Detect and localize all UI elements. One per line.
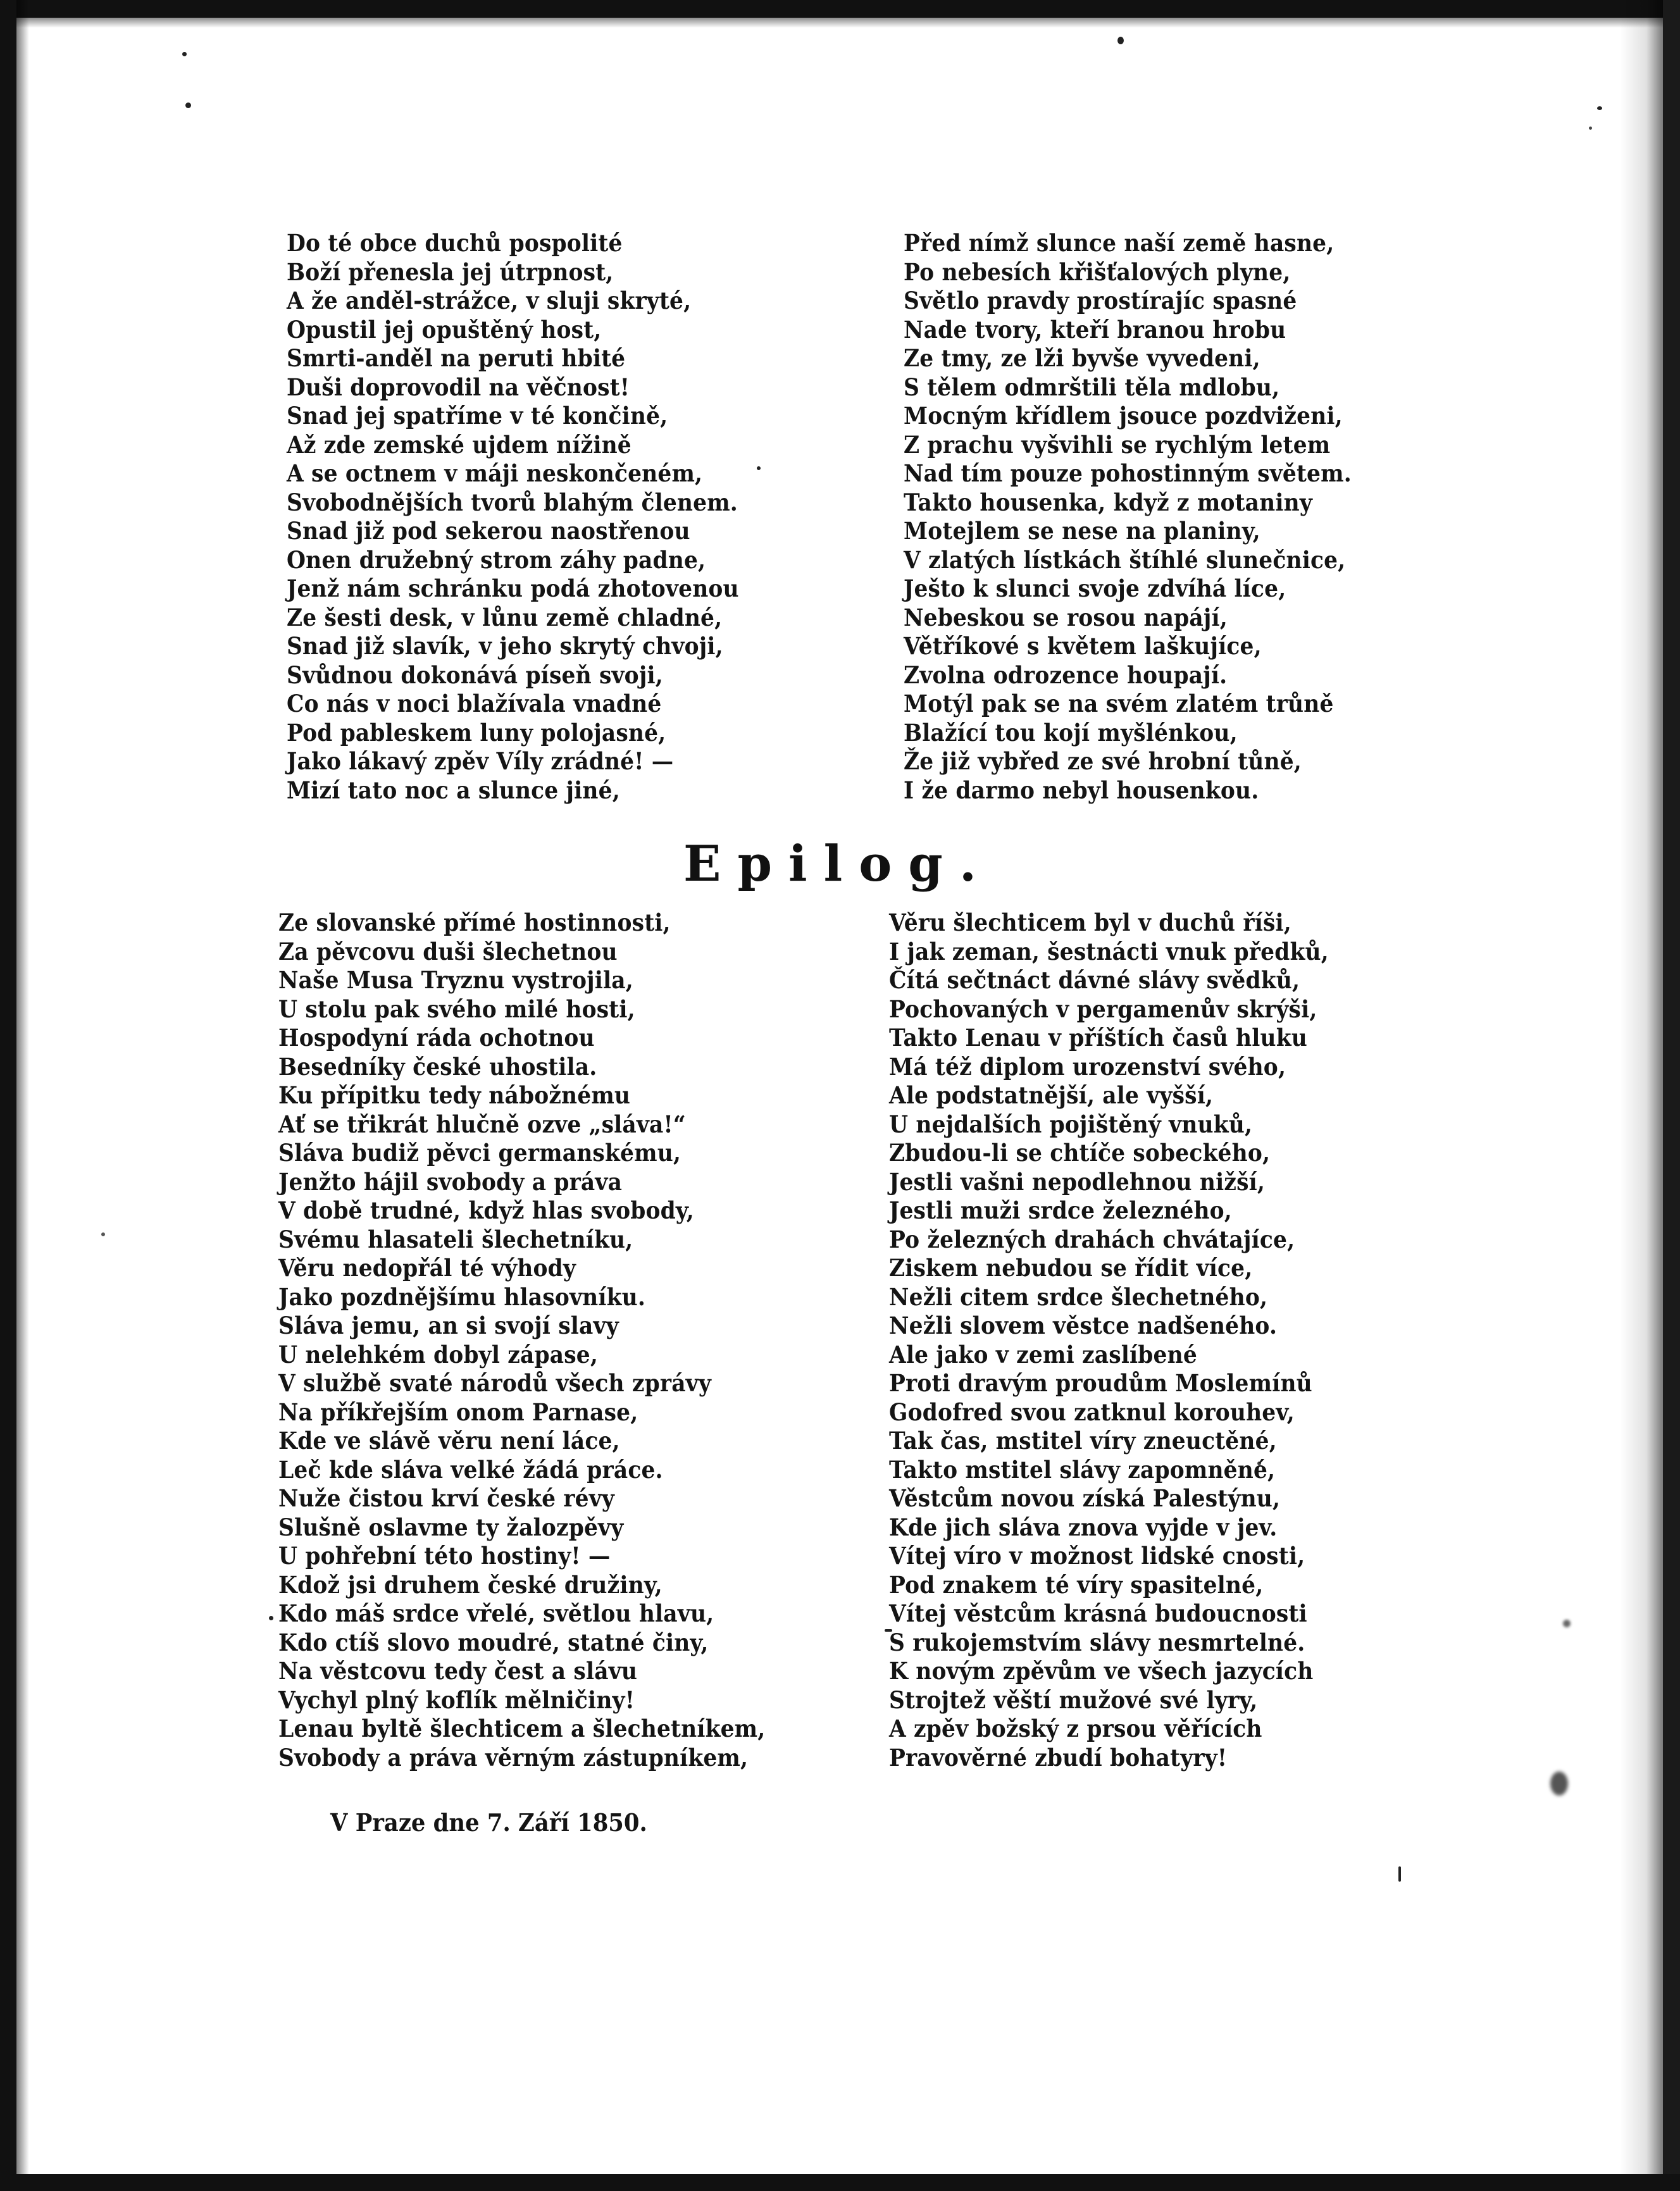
verse-line: Ze šesti desk, v lůnu země chladné, bbox=[287, 603, 723, 631]
verse-line: S rukojemstvím slávy nesmrtelné. bbox=[889, 1628, 1305, 1656]
verse-line: Věru nedopřál té výhody bbox=[278, 1254, 576, 1282]
verse-line: Mocným křídlem jsouce pozdviženi, bbox=[904, 402, 1343, 430]
verse-line: K novým zpěvům ve všech jazycích bbox=[889, 1657, 1314, 1685]
verse-line: I že darmo nebyl housenkou. bbox=[904, 776, 1259, 804]
poem-right-column bbox=[904, 229, 1385, 805]
scan-border-right bbox=[1663, 0, 1680, 2191]
verse-line: Nežli slovem věstce nadšeného. bbox=[889, 1312, 1278, 1339]
verse-line: Motýl pak se na svém zlatém trůně bbox=[904, 690, 1334, 717]
verse-line: Nuže čistou krví české révy bbox=[278, 1484, 615, 1512]
dateline: V Praze dne 7. Září 1850. bbox=[330, 1808, 647, 1837]
scan-shadow-right bbox=[1620, 0, 1664, 2191]
verse-line: Větříkové s květem laškujíce, bbox=[904, 632, 1262, 660]
verse-line: Ziskem nebudou se řídit více, bbox=[889, 1254, 1253, 1282]
verse-line: Jako pozdnějšímu hlasovníku. bbox=[278, 1282, 646, 1311]
verse-line: Takto housenka, když z motaniny bbox=[904, 488, 1313, 516]
verse-line: Naše Musa Tryznu vystrojila, bbox=[278, 966, 633, 994]
verse-line: Pod znakem té víry spasitelné, bbox=[889, 1570, 1264, 1599]
verse-line: Vítej věstcům krásná budoucnosti bbox=[889, 1599, 1307, 1627]
verse-line: Co nás v noci blažívala vnadné bbox=[287, 690, 662, 717]
verse-line: Ze slovanské přímé hostinnosti, bbox=[278, 909, 671, 936]
epilog-left-column bbox=[278, 909, 802, 1772]
verse-line: Motejlem se nese na planiny, bbox=[904, 517, 1260, 545]
verse-line: Věru šlechticem byl v duchů říši, bbox=[889, 909, 1291, 936]
verse-line: Tak čas, mstitel víry zneuctěné, bbox=[889, 1427, 1277, 1455]
verse-line: Mizí tato noc a slunce jiné, bbox=[287, 776, 620, 804]
verse-line: Zvolna odrozence houpají. bbox=[904, 661, 1228, 689]
scan-speck bbox=[269, 1616, 273, 1620]
verse-line: Za pěvcovu duši šlechetnou bbox=[278, 937, 618, 965]
scan-speck bbox=[1117, 37, 1124, 44]
verse-line: Ale podstatnější, ale vyšší, bbox=[889, 1081, 1214, 1109]
verse-line: Až zde zemské ujdem nížině bbox=[287, 430, 632, 459]
scan-speck bbox=[185, 102, 191, 108]
verse-line: Proti dravým proudům Moslemínů bbox=[889, 1369, 1312, 1397]
verse-line: Slušně oslavme ty žalozpěvy bbox=[278, 1513, 624, 1541]
verse-line: Duši doprovodil na věčnost! bbox=[287, 373, 630, 401]
verse-line: Ať se třikrát hlučně ozve „sláva!“ bbox=[278, 1110, 686, 1138]
epilog-heading: Epilog. bbox=[683, 835, 993, 893]
verse-line: Jenž nám schránku podá zhotovenou bbox=[287, 574, 739, 602]
verse-line: Světlo pravdy prostírajíc spasné bbox=[904, 287, 1297, 314]
scan-speck bbox=[1589, 127, 1592, 130]
scan-speck bbox=[1550, 1772, 1568, 1796]
verse-line: V době trudné, když hlas svobody, bbox=[278, 1196, 694, 1224]
verse-line: Snad již slavík, v jeho skrytý chvoji, bbox=[287, 632, 723, 660]
verse-line: Snad již pod sekerou naostřenou bbox=[287, 517, 690, 545]
verse-line: Lenau byltě šlechticem a šlechetníkem, bbox=[278, 1715, 766, 1742]
verse-line: Z prachu vyšvihli se rychlým letem bbox=[904, 430, 1331, 459]
scan-speck bbox=[1563, 1620, 1571, 1627]
verse-line: Pod pableskem luny polojasné, bbox=[287, 718, 666, 747]
verse-line: Ale jako v zemi zaslíbené bbox=[889, 1340, 1197, 1369]
verse-line: Sláva budiž pěvci germanskému, bbox=[278, 1139, 681, 1167]
verse-line: U nelehkém dobyl zápase, bbox=[278, 1340, 599, 1369]
verse-line: U nejdalších pojištěný vnuků, bbox=[889, 1110, 1253, 1138]
verse-line: Smrti-anděl na peruti hbité bbox=[287, 344, 626, 372]
verse-line: Věstcům novou získá Palestýnu, bbox=[889, 1484, 1281, 1512]
verse-line: U pohřební této hostiny! — bbox=[278, 1542, 611, 1570]
verse-line: Kde ve slávě věru není láce, bbox=[278, 1427, 620, 1455]
verse-line: Nade tvory, kteří branou hrobu bbox=[904, 315, 1286, 344]
verse-line: Ze tmy, ze lži byvše vyvedeni, bbox=[904, 344, 1260, 372]
epilog-right-column bbox=[889, 909, 1362, 1772]
verse-line: Pochovaných v pergamenův skrýši, bbox=[889, 995, 1317, 1023]
verse-line: Svobodnějších tvorů blahým členem. bbox=[287, 488, 738, 516]
verse-line: Na věstcovu tedy čest a slávu bbox=[278, 1657, 638, 1685]
verse-line: Jestli muži srdce železného, bbox=[889, 1196, 1232, 1224]
verse-line: Do té obce duchů pospolité bbox=[287, 229, 623, 257]
verse-line: Vítej víro v možnost lidské cnosti, bbox=[889, 1542, 1305, 1570]
verse-line: Nad tím pouze pohostinným světem. bbox=[904, 459, 1352, 487]
verse-line: Sláva jemu, an si svojí slavy bbox=[278, 1312, 619, 1339]
verse-line: Po nebesích křišťalových plyne, bbox=[904, 258, 1291, 286]
verse-line: Vychyl plný koflík mělničiny! bbox=[278, 1685, 635, 1714]
verse-line: Pravověrné zbudí bohatyry! bbox=[889, 1743, 1228, 1772]
verse-line: Onen družebný strom záhy padne, bbox=[287, 545, 706, 574]
scan-border-bottom bbox=[0, 2174, 1680, 2191]
verse-line: Po železných drahách chvátajíce, bbox=[889, 1225, 1295, 1253]
verse-line: Kdo ctíš slovo moudré, statné činy, bbox=[278, 1628, 709, 1656]
verse-line: Strojtež věští mužové své lyry, bbox=[889, 1685, 1258, 1714]
verse-line: Takto mstitel slávy zapomněné, bbox=[889, 1455, 1276, 1484]
verse-line: Leč kde sláva velké žádá práce. bbox=[278, 1455, 663, 1484]
verse-line: Před nímž slunce naší země hasne, bbox=[904, 229, 1335, 257]
poem-left-column bbox=[287, 229, 773, 805]
verse-line: Jako lákavý zpěv Víly zrádné! — bbox=[287, 747, 674, 775]
scan-speck bbox=[1597, 106, 1602, 110]
verse-line: V službě svaté národů všech zprávy bbox=[278, 1369, 712, 1397]
verse-line: Jestli vašni nepodlehnou nižší, bbox=[889, 1167, 1266, 1196]
scan-shadow-top bbox=[0, 18, 1680, 28]
scan-border-top bbox=[0, 0, 1680, 18]
verse-line: Opustil jej opuštěný host, bbox=[287, 315, 602, 344]
verse-line: Kdož jsi druhem české družiny, bbox=[278, 1570, 663, 1599]
verse-line: I jak zeman, šestnácti vnuk předků, bbox=[889, 937, 1329, 965]
verse-line: Nebeskou se rosou napájí, bbox=[904, 603, 1228, 631]
verse-line: Že již vybřed ze své hrobní tůně, bbox=[904, 747, 1302, 775]
verse-line: Kde jich sláva znova vyjde v jev. bbox=[889, 1513, 1278, 1541]
verse-line: Ku přípitku tedy nábožnému bbox=[278, 1081, 631, 1109]
verse-line: Zbudou-li se chtíče sobeckého, bbox=[889, 1139, 1271, 1167]
verse-line: Svému hlasateli šlechetníku, bbox=[278, 1225, 633, 1253]
scan-speck bbox=[101, 1232, 105, 1236]
verse-line: Kdo máš srdce vřelé, světlou hlavu, bbox=[278, 1599, 714, 1627]
scan-shadow-left bbox=[16, 0, 29, 2191]
scan-speck bbox=[182, 52, 187, 56]
verse-line: Čítá sečtnáct dávné slávy svědků, bbox=[889, 966, 1300, 994]
verse-line: Godofred svou zatknul korouhev, bbox=[889, 1398, 1295, 1426]
verse-line: Jenžto hájil svobody a práva bbox=[278, 1167, 623, 1196]
verse-line: Svůdnou dokonává píseň svoji, bbox=[287, 661, 663, 689]
verse-line: U stolu pak svého milé hosti, bbox=[278, 995, 635, 1023]
verse-line: S tělem odmrštili těla mdlobu, bbox=[904, 373, 1280, 401]
scan-speck bbox=[1398, 1866, 1401, 1882]
verse-line: Besedníky české uhostila. bbox=[278, 1052, 597, 1081]
verse-line: Nežli citem srdce šlechetného, bbox=[889, 1282, 1268, 1311]
verse-line: A že anděl-strážce, v sluji skryté, bbox=[287, 287, 692, 314]
verse-line: Takto Lenau v příštích časů hluku bbox=[889, 1024, 1307, 1052]
verse-line: Blažící tou kojí myšlénkou, bbox=[904, 718, 1238, 747]
scan-border-left bbox=[0, 0, 16, 2191]
verse-line: A se octnem v máji neskončeném, bbox=[287, 459, 703, 487]
verse-line: Má též diplom urozenství svého, bbox=[889, 1052, 1286, 1081]
verse-line: Ješto k slunci svoje zdvíhá líce, bbox=[904, 574, 1286, 602]
verse-line: Na příkřejším onom Parnase, bbox=[278, 1398, 638, 1426]
verse-line: Boží přenesla jej útrpnost, bbox=[287, 258, 614, 286]
verse-line: Svobody a práva věrným zástupníkem, bbox=[278, 1743, 749, 1772]
verse-line: Snad jej spatříme v té končině, bbox=[287, 402, 668, 430]
verse-line: Hospodyní ráda ochotnou bbox=[278, 1024, 595, 1052]
verse-line: A zpěv božský z prsou věřících bbox=[889, 1715, 1262, 1742]
verse-line: V zlatých lístkách štíhlé slunečnice, bbox=[904, 545, 1346, 574]
